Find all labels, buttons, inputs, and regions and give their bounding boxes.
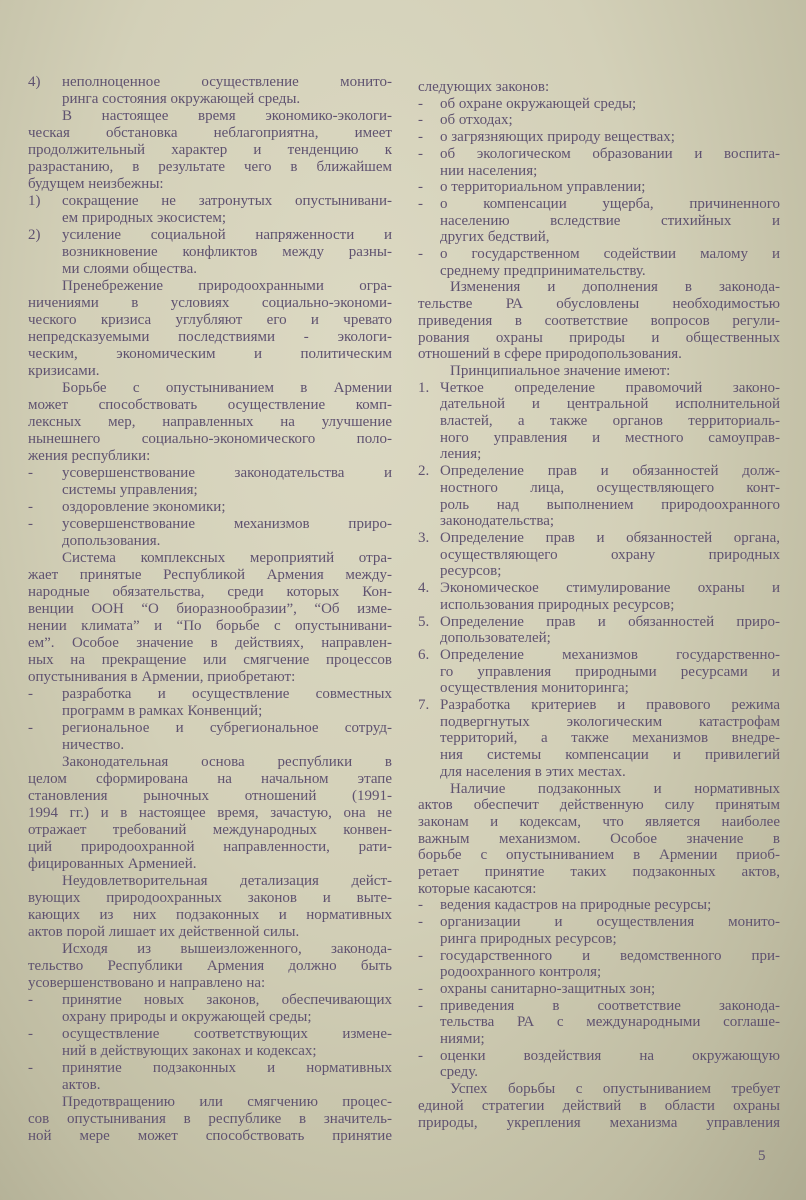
text-line: законодательства; — [440, 513, 555, 530]
text-line: о компенсации ущерба, причиненного — [440, 195, 780, 212]
list-marker: - — [28, 992, 33, 1008]
text-line: охрану природы и окружающей среды; — [62, 1009, 312, 1025]
text-line: В настоящее время экономико-экологи- — [62, 108, 392, 124]
list-marker: - — [418, 195, 423, 212]
text-line: нынешнего социально-экономического поло- — [28, 431, 392, 447]
list-marker: - — [418, 997, 423, 1014]
list-item — [418, 948, 780, 981]
list-item — [418, 129, 780, 146]
text-line: принятие новых законов, обеспечивающих — [62, 992, 392, 1008]
list-item — [28, 720, 392, 754]
text-line: усовершенствовано и направлено на: — [28, 975, 266, 991]
list-item — [418, 614, 780, 647]
text-line: Определение прав и обязанностей приро- — [440, 613, 780, 630]
text-line: допользования. — [62, 533, 161, 549]
text-line: нении климата” и “По борьбе с опустынивани- — [28, 618, 392, 634]
text-line: ем”. Особое значение в действиях, направлен- — [28, 635, 392, 651]
list-item — [418, 96, 780, 113]
list-item — [418, 530, 780, 580]
list-marker: 1) — [28, 193, 41, 209]
text-line: об охране окружающей среды; — [440, 95, 637, 112]
text-line: осуществление соответствующих измене- — [62, 1026, 392, 1042]
text-line: Борьбе с опустыниванием в Армении — [62, 380, 392, 396]
text-line: ничество. — [62, 737, 125, 753]
list-item — [418, 647, 780, 697]
text-line: ления; — [440, 446, 482, 463]
text-line: вующих природоохранных законов и выте- — [28, 890, 392, 906]
text-line: ничениями в условиях социально-экономи- — [28, 295, 392, 311]
text-line: ведения кадастров на природные ресурсы; — [440, 897, 712, 914]
paragraph — [28, 1094, 392, 1145]
text-line: актов обеспечит действенную силу принятым — [418, 797, 780, 814]
text-line: осуществления мониторинга; — [440, 680, 629, 697]
text-line: кризисами. — [28, 363, 100, 379]
text-line: лексных мер, направленных на улучшение — [28, 414, 392, 430]
text-line: ных на прекращение или смягчение процессов — [28, 652, 392, 668]
list-item — [418, 998, 780, 1048]
text-line: среду. — [440, 1064, 478, 1081]
list-item — [28, 516, 392, 550]
text-line: будущем неизбежны: — [28, 176, 164, 192]
list-marker: 2. — [418, 463, 430, 480]
text-line: опустынивания в Армении, приобретают: — [28, 669, 296, 685]
text-line: оценки воздействия на окружающую — [440, 1047, 780, 1064]
list-item — [28, 74, 392, 108]
text-column-right — [418, 79, 780, 1131]
text-line: осуществляющего охрану природных — [440, 546, 780, 563]
list-marker: - — [28, 1060, 33, 1076]
text-line: организации и осуществления монито- — [440, 914, 780, 931]
text-line: Изменения и дополнения в законода- — [450, 279, 780, 296]
text-line: тельство Республики Армения должно быть — [28, 958, 392, 974]
text-line: Система комплексных мероприятий отра- — [62, 550, 392, 566]
text-line: ем природных экосистем; — [62, 210, 227, 226]
list-marker: - — [418, 947, 423, 964]
list-item — [418, 112, 780, 129]
text-line: жает принятые Республикой Армения между- — [28, 567, 392, 583]
text-line: усовершенствование механизмов приро- — [62, 516, 392, 532]
paragraph — [28, 941, 392, 992]
text-line: борьбе с опустыниванием в Армении приоб- — [418, 847, 780, 864]
list-item — [28, 1026, 392, 1060]
list-marker: - — [418, 980, 423, 997]
text-line: программ в рамках Конвенций; — [62, 703, 263, 719]
list-item — [28, 1060, 392, 1094]
list-item — [418, 380, 780, 464]
text-line: важным механизмом. Особое значение в — [418, 830, 780, 847]
text-line: 1994 гг.) и в настоящее время, зачастую, она не — [28, 805, 392, 821]
text-line: ния системы компенсации и привилегий — [440, 747, 780, 764]
text-line: Успех борьбы с опустыниванием требует — [450, 1081, 780, 1098]
list-item — [418, 246, 780, 279]
text-line: использования природных ресурсов; — [440, 596, 675, 613]
list-item — [418, 179, 780, 196]
text-line: разработка и осуществление совместных — [62, 686, 392, 702]
text-line: Пренебрежение природоохранными огра- — [62, 278, 392, 294]
text-line: о территориальном управлении; — [440, 179, 646, 196]
text-line: тельства РА с международными соглаше- — [440, 1014, 780, 1031]
text-line: роль над выполнением природоохранного — [440, 496, 780, 513]
text-line: Принципиальное значение имеют: — [450, 362, 671, 379]
list-item — [418, 914, 780, 947]
text-line: Наличие подзаконных и нормативных — [450, 780, 780, 797]
text-line: Законодательная основа республики в — [62, 754, 392, 770]
paragraph — [28, 754, 392, 873]
text-line: охраны санитарно-защитных зон; — [440, 980, 656, 997]
list-marker: - — [418, 179, 423, 196]
list-item — [28, 686, 392, 720]
text-line: приведения в соответствие законода- — [440, 997, 780, 1014]
page-number: 5 — [758, 1148, 766, 1164]
paragraph — [28, 550, 392, 686]
text-line: среднему предпринимательству. — [440, 262, 646, 279]
text-line: фицированных Арменией. — [28, 856, 197, 872]
text-line: Предотвращению или смягчению процес- — [62, 1094, 392, 1110]
text-line: об отходах; — [440, 112, 513, 129]
list-marker: - — [418, 246, 423, 263]
list-marker: - — [418, 129, 423, 146]
text-line: отражает требований международных конвен- — [28, 822, 392, 838]
list-marker: - — [28, 686, 33, 702]
text-line: Четкое определение правомочий законо- — [440, 379, 780, 396]
list-marker: - — [418, 112, 423, 129]
text-line: ний в действующих законах и кодексах; — [62, 1043, 317, 1059]
text-line: о государственном содействии малому и — [440, 246, 780, 263]
text-line: Определение механизмов государственно- — [440, 646, 780, 663]
paragraph — [28, 873, 392, 941]
text-line: неполноценное осуществление монито- — [62, 74, 392, 90]
text-line: Определение прав и обязанностей долж- — [440, 463, 780, 480]
text-line: ностного лица, осуществляющего конт- — [440, 479, 780, 496]
list-item — [418, 981, 780, 998]
text-line: дательной и центральной исполнительной — [440, 396, 780, 413]
list-marker: 4) — [28, 74, 41, 90]
text-line: непредсказуемыми последствиями - экологи- — [28, 329, 392, 345]
list-marker: 6. — [418, 646, 430, 663]
paragraph — [418, 363, 780, 380]
text-line: принятие подзаконных и нормативных — [62, 1060, 392, 1076]
text-line: Экономическое стимулирование охраны и — [440, 580, 780, 597]
paragraph — [418, 79, 780, 96]
paragraph — [418, 781, 780, 898]
text-line: Неудовлетворительная детализация дейст- — [62, 873, 392, 889]
text-line: отношений в сфере природопользования. — [418, 346, 682, 363]
list-marker: - — [418, 897, 423, 914]
list-marker: 3. — [418, 529, 430, 546]
list-item — [28, 227, 392, 278]
text-line: ринга состояния окружающей среды. — [62, 91, 301, 107]
list-item — [28, 992, 392, 1026]
list-marker: 4. — [418, 580, 430, 597]
text-line: единой стратегии действий в области охраны — [418, 1097, 780, 1114]
text-line: становления рыночных отношений (1991- — [28, 788, 392, 804]
list-item — [418, 463, 780, 530]
text-line: об экологическом образовании и воспита- — [440, 145, 780, 162]
text-line: ретает принятие таких подзаконных актов, — [418, 864, 780, 881]
text-line: ческим, экономическим и политическим — [28, 346, 392, 362]
text-column-left — [28, 74, 392, 1145]
list-marker: 7. — [418, 697, 430, 714]
text-line: системы управления; — [62, 482, 198, 498]
text-line: целом сформирована на начальном этапе — [28, 771, 392, 787]
text-line: о загрязняющих природу веществах; — [440, 129, 675, 146]
text-line: усиление социальной напряженности и — [62, 227, 392, 243]
paragraph — [28, 380, 392, 465]
text-line: природы, укрепления механизма управления — [418, 1114, 780, 1131]
text-line: сов опустынивания в республике в значитель- — [28, 1111, 392, 1127]
paragraph — [418, 1081, 780, 1131]
text-line: актов. — [62, 1077, 101, 1093]
text-line: ций природоохранной направленности, рати- — [28, 839, 392, 855]
text-line: региональное и субрегиональное сотруд- — [62, 720, 392, 736]
list-item — [418, 1048, 780, 1081]
list-marker: - — [418, 914, 423, 931]
text-line: законам и кодексам, что является наиболее — [418, 813, 780, 830]
list-item — [418, 146, 780, 179]
text-line: родоохранного контроля; — [440, 964, 602, 981]
text-line: территорий, а также механизмов внедре- — [440, 730, 780, 747]
text-line: жения республики: — [28, 448, 151, 464]
list-item — [28, 499, 392, 516]
text-line: возникновение конфликтов между разны- — [62, 244, 392, 260]
text-line: ниями; — [440, 1031, 485, 1048]
text-line: ной мере может способствовать принятие — [28, 1128, 392, 1144]
text-line: может способствовать осуществление комп- — [28, 397, 392, 413]
text-line: которые касаются: — [418, 880, 537, 897]
list-marker: 2) — [28, 227, 41, 243]
text-line: государственного и ведомственного при- — [440, 947, 780, 964]
text-line: венции ООН “О биоразнообразии”, “Об изме- — [28, 601, 392, 617]
paragraph — [418, 279, 780, 363]
text-line: приведения в соответствие вопросов регули- — [418, 312, 780, 329]
text-line: властей, а также органов территориаль- — [440, 413, 780, 430]
list-marker: - — [28, 465, 33, 481]
text-line: разрастанию, в результате чего в ближайшем — [28, 159, 392, 175]
list-item — [418, 196, 780, 246]
text-line: других бедствий, — [440, 229, 550, 246]
text-line: ческая обстановка неблагоприятна, имеет — [28, 125, 392, 141]
text-line: сокращение не затронутых опустынивани- — [62, 193, 392, 209]
list-item — [28, 193, 392, 227]
list-marker: - — [418, 145, 423, 162]
list-marker: 1. — [418, 379, 430, 396]
text-line: актов порой лишает их действенной силы. — [28, 924, 300, 940]
text-line: допользователей; — [440, 630, 551, 647]
text-line: народные обязательства, среди которых Кон- — [28, 584, 392, 600]
list-item — [418, 697, 780, 781]
paragraph — [28, 278, 392, 380]
list-marker: - — [418, 95, 423, 112]
text-line: Определение прав и обязанностей органа, — [440, 529, 780, 546]
text-line: тельстве РА обусловлены необходимостью — [418, 296, 780, 313]
list-item — [418, 580, 780, 613]
list-item — [418, 897, 780, 914]
list-marker: - — [418, 1047, 423, 1064]
text-line: для населения в этих местах. — [440, 763, 626, 780]
list-marker: - — [28, 516, 33, 532]
text-line: ресурсов; — [440, 563, 502, 580]
text-line: нии населения; — [440, 162, 538, 179]
list-item — [28, 465, 392, 499]
text-line: следующих законов: — [418, 79, 550, 95]
text-line: го управления природными ресурсами и — [440, 663, 780, 680]
text-line: ного управления и местного самоуправ- — [440, 429, 780, 446]
text-line: Исходя из вышеизложенного, законода- — [62, 941, 392, 957]
list-marker: - — [28, 499, 33, 515]
text-line: ми слоями общества. — [62, 261, 198, 277]
text-line: продолжительный характер и тенденцию к — [28, 142, 392, 158]
paragraph — [28, 108, 392, 193]
text-line: Разработка критериев и правового режима — [440, 697, 780, 714]
text-line: усовершенствование законодательства и — [62, 465, 392, 481]
text-line: ринга природных ресурсов; — [440, 930, 617, 947]
list-marker: 5. — [418, 613, 430, 630]
text-line: ческого кризиса углубляют его и чревато — [28, 312, 392, 328]
text-line: подвергнутых экологическим катастрофам — [440, 713, 780, 730]
text-line: кающих из них подзаконных и нормативных — [28, 907, 392, 923]
text-line: рования охраны природы и общественных — [418, 329, 780, 346]
list-marker: - — [28, 720, 33, 736]
text-line: оздоровление экономики; — [62, 499, 226, 515]
list-marker: - — [28, 1026, 33, 1042]
text-line: населению вследствие стихийных и — [440, 212, 780, 229]
